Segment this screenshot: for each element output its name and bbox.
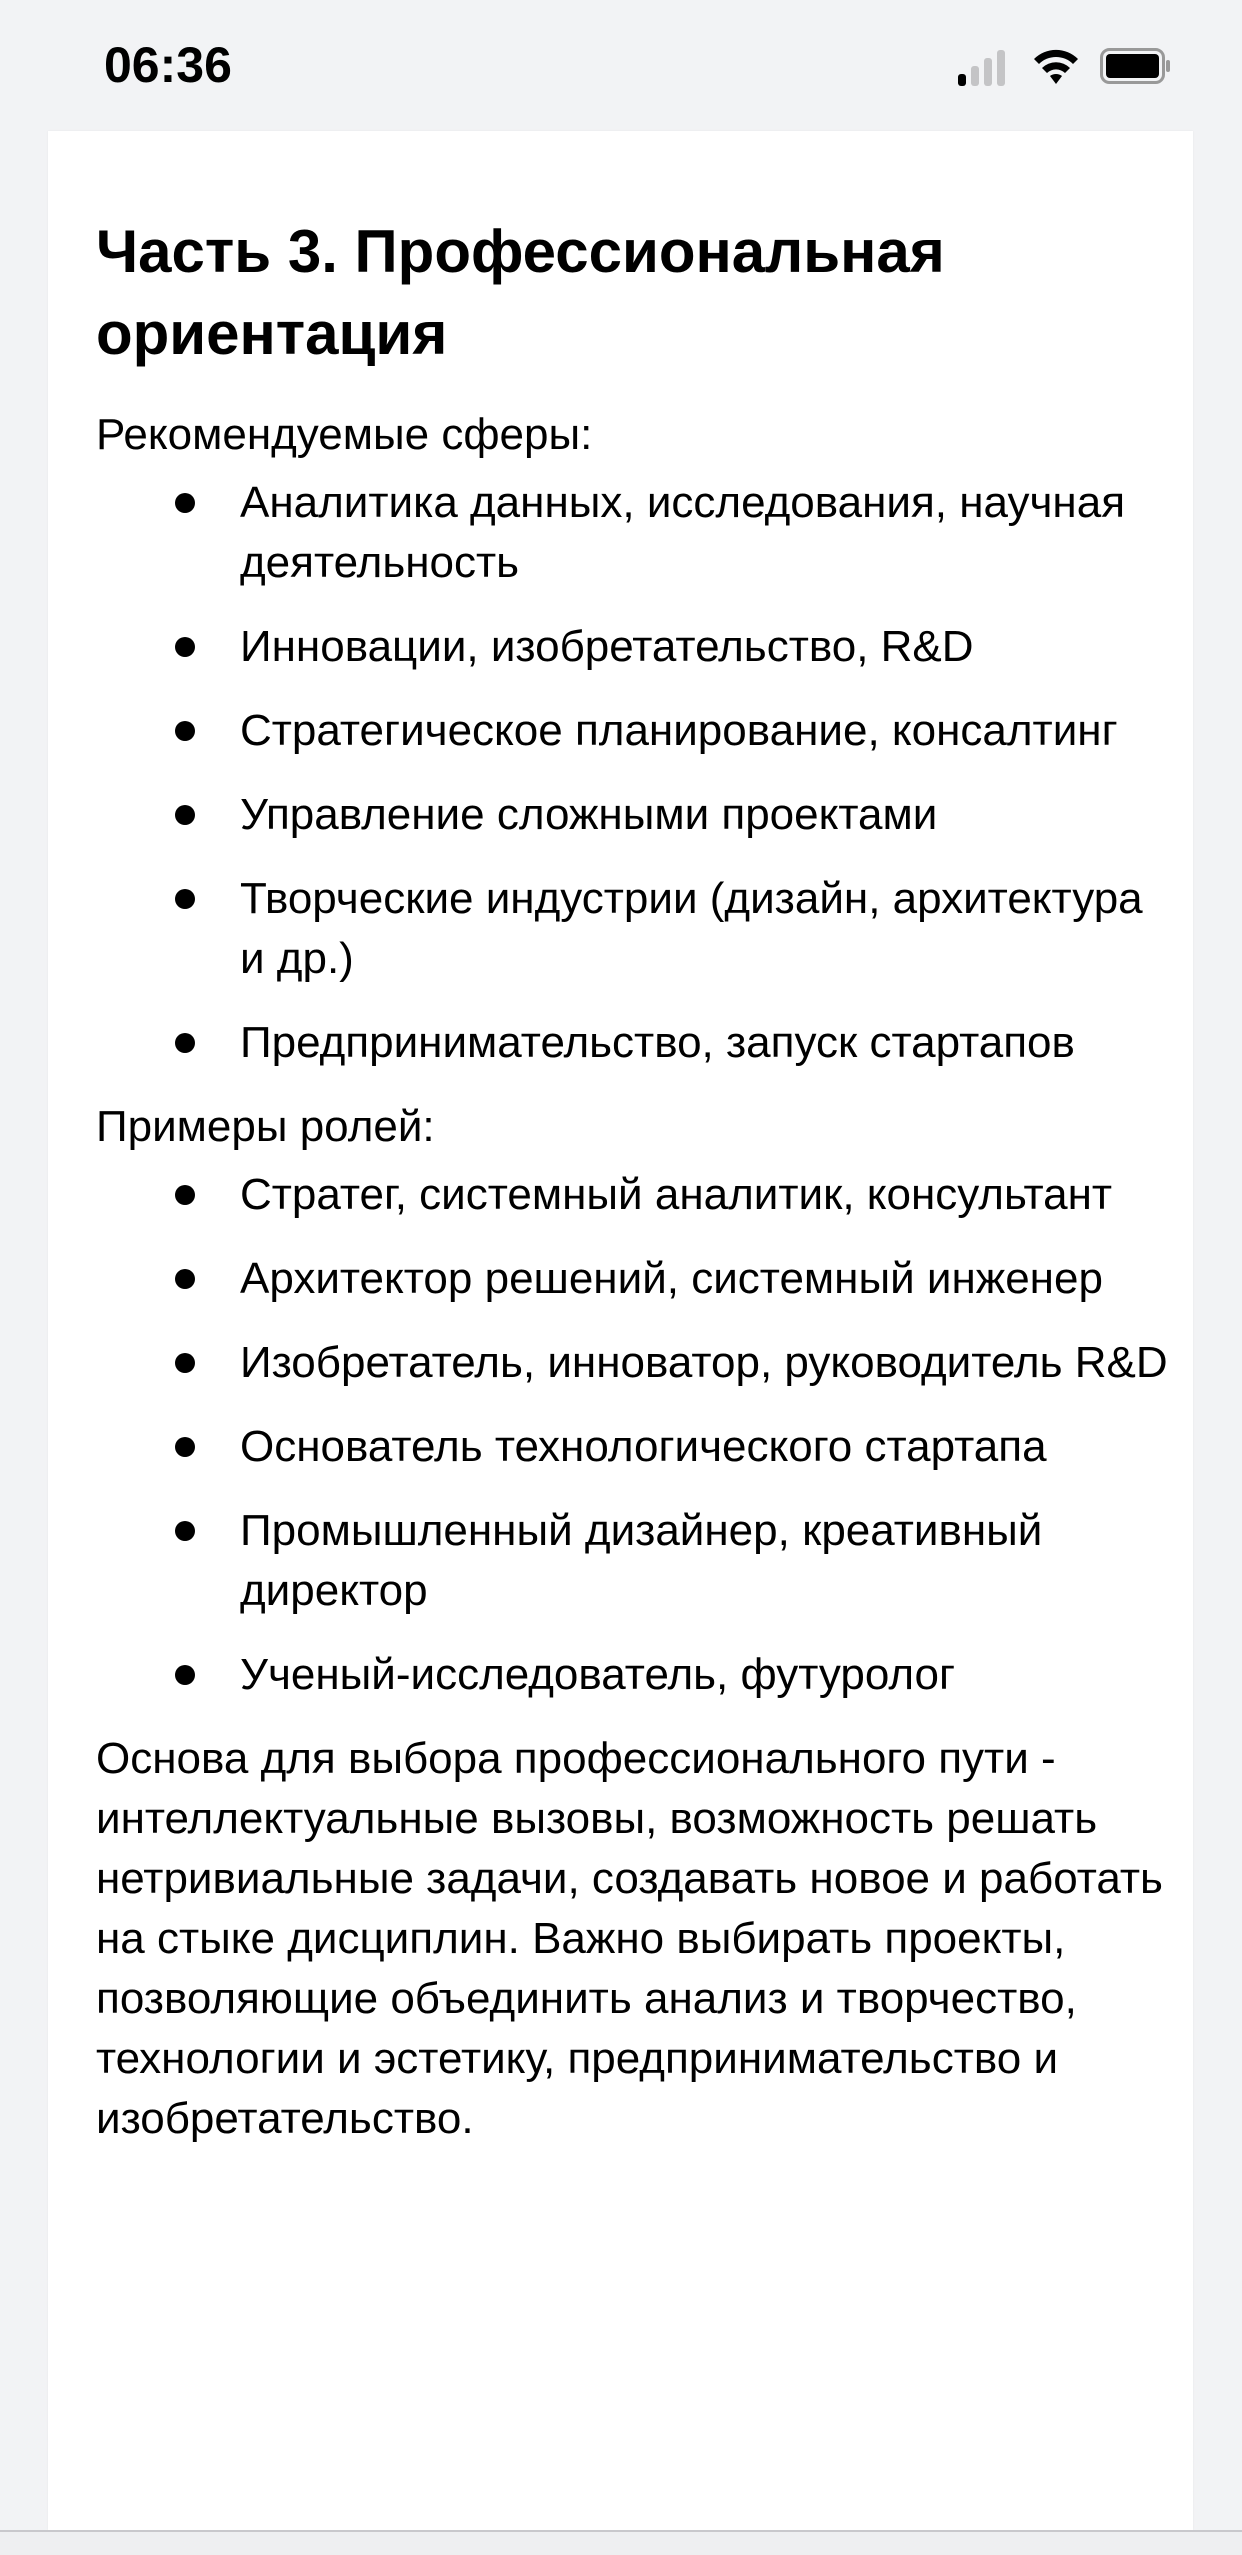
status-bar bbox=[0, 0, 1242, 131]
wifi-icon bbox=[1032, 46, 1080, 86]
list-item: Предпринимательство, запуск стартапов bbox=[96, 1013, 1176, 1073]
bullet-icon bbox=[175, 637, 195, 657]
list-item: Управление сложными проектами bbox=[96, 785, 1176, 845]
bullet-icon bbox=[175, 1269, 195, 1289]
list-item: Аналитика данных, исследования, научная деятельность bbox=[96, 473, 1176, 593]
bullet-icon bbox=[175, 1521, 195, 1541]
list-item: Стратегическое планирование, консалтинг bbox=[96, 701, 1176, 761]
bullet-icon bbox=[175, 1033, 195, 1053]
list-item: Инновации, изобретательство, R&D bbox=[96, 617, 1176, 677]
list-item: Архитектор решений, системный инженер bbox=[96, 1249, 1176, 1309]
bullet-icon bbox=[175, 1665, 195, 1685]
list-item: Изобретатель, инноватор, руководитель R&D bbox=[96, 1333, 1176, 1393]
cellular-signal-icon bbox=[958, 48, 1010, 86]
section-label-spheres: Рекомендуемые сферы: bbox=[96, 410, 593, 459]
list-item: Основатель технологического стартапа bbox=[96, 1417, 1176, 1477]
bullet-icon bbox=[175, 721, 195, 741]
bullet-icon bbox=[175, 805, 195, 825]
bullet-icon bbox=[175, 493, 195, 513]
bullet-icon bbox=[175, 889, 195, 909]
list-item: Стратег, системный аналитик, консультант bbox=[96, 1165, 1176, 1225]
roles-list bbox=[96, 1165, 1176, 1705]
conclusion-paragraph: Основа для выбора профессионального пути - интеллектуальные вызовы, возможность решать нетривиальные задачи, создавать новое и работать на стыке дисциплин. Важно выбирать проекты, позволяющие объединить анализ и творчество, технологии и эстетику, предпринимательство и изобретательство. bbox=[96, 1734, 1163, 2143]
section-label-roles: Примеры ролей: bbox=[96, 1102, 435, 1151]
bottom-toolbar-edge bbox=[0, 2530, 1242, 2555]
page-title: Часть 3. Профессиональная ориентация bbox=[96, 218, 945, 367]
battery-icon bbox=[1100, 48, 1172, 84]
list-item: Творческие индустрии (дизайн, архитектура и др.) bbox=[96, 869, 1176, 989]
document-content bbox=[96, 211, 1176, 2149]
spheres-list bbox=[96, 473, 1176, 1073]
bullet-icon bbox=[175, 1185, 195, 1205]
bullet-icon bbox=[175, 1437, 195, 1457]
list-item: Ученый-исследователь, футуролог bbox=[96, 1645, 1176, 1705]
list-item: Промышленный дизайнер, креативный директор bbox=[96, 1501, 1176, 1621]
bullet-icon bbox=[175, 1353, 195, 1373]
status-time: 06:36 bbox=[104, 37, 232, 93]
document-card bbox=[48, 131, 1193, 2530]
